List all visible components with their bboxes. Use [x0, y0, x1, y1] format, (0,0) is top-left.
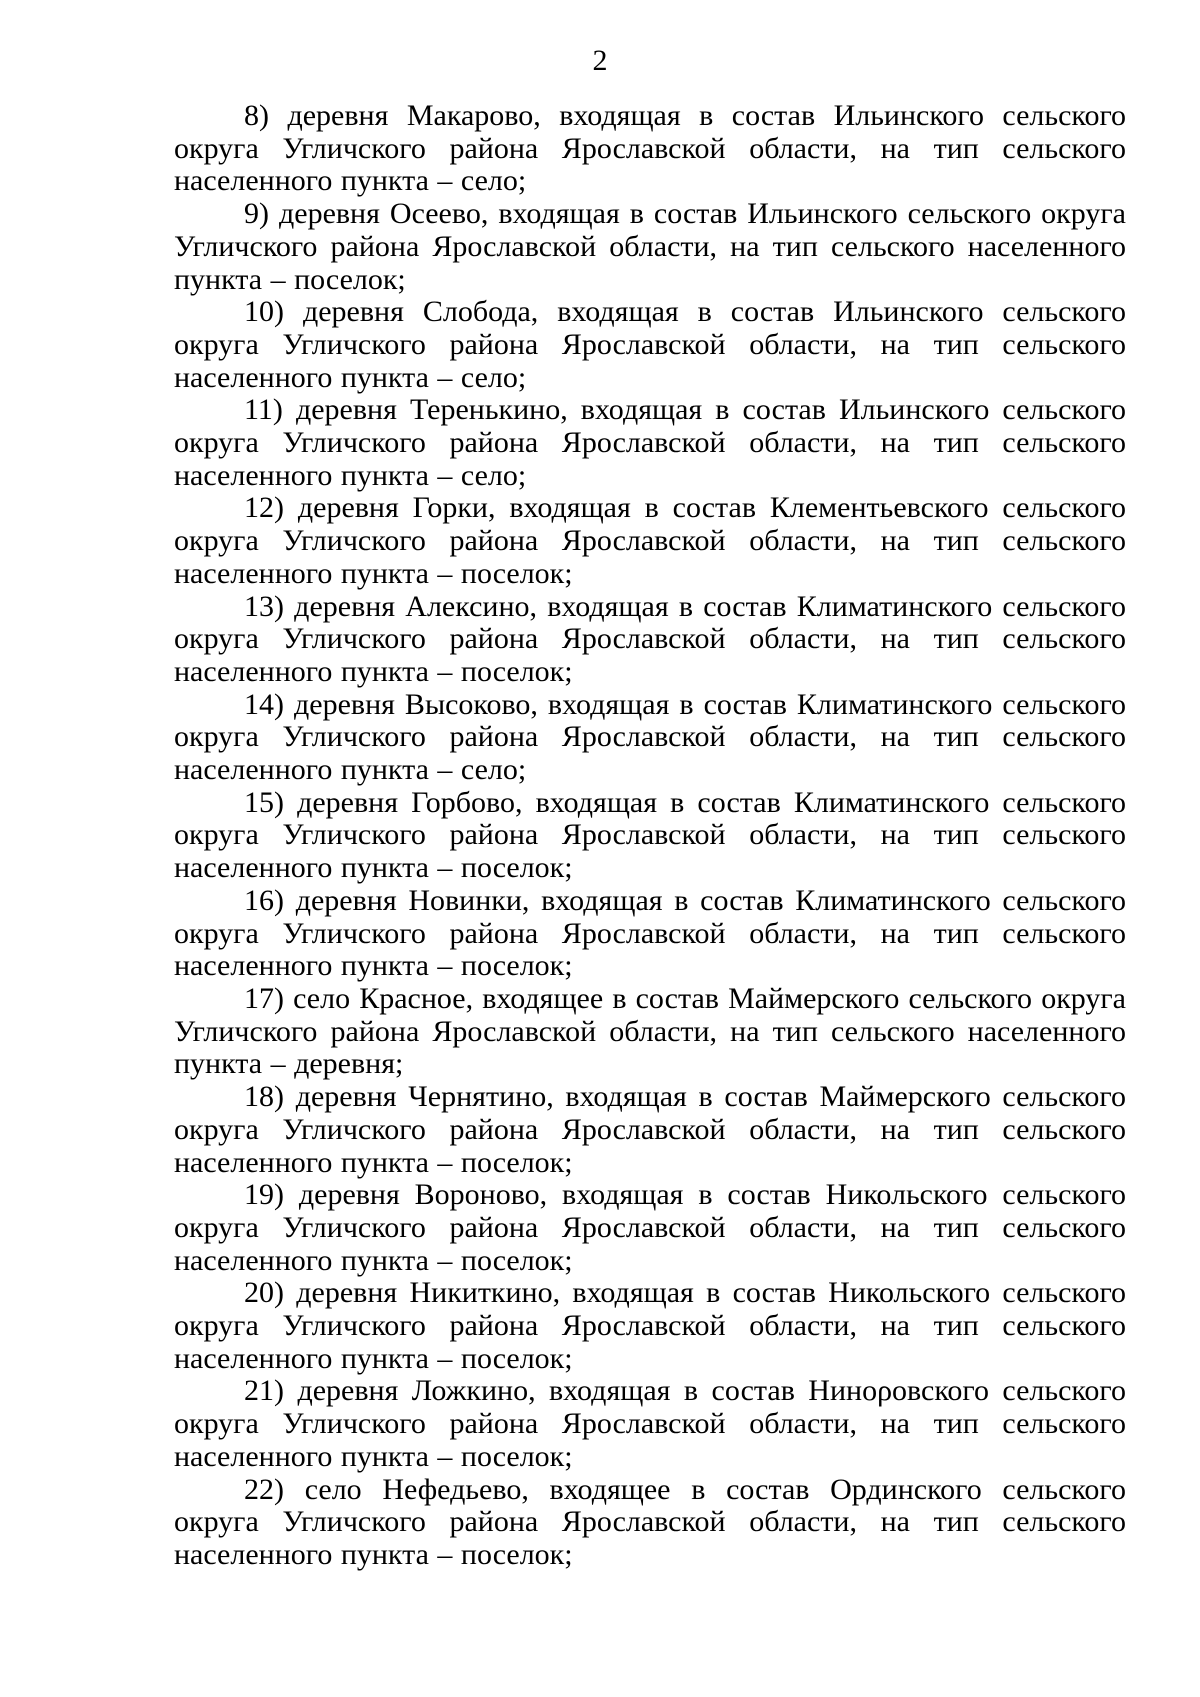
list-item: 17) село Красное, входящее в состав Маймерского сельского округа Угличского района Ярославской области, на тип сельского населенного пункта – деревня;	[174, 981, 1126, 1081]
list-item: 21) деревня Ложкино, входящая в состав Нинορовского сельского округа Угличского района Ярославской области, на тип сельского населенного пункта – поселок;	[174, 1374, 1126, 1473]
list-item: 10) деревня Слобода, входящая в состав Ильинского сельского округа Угличского района Ярославской области, на тип сельского населенного пункта – село;	[174, 295, 1126, 394]
list-item: 14) деревня Высоково, входящая в состав Климатинского сельского округа Угличского района Ярославской области, на тип сельского населенного пункта – село;	[174, 687, 1126, 787]
document-body	[174, 100, 1126, 1572]
list-item: 20) деревня Никиткино, входящая в состав Никольского сельского округа Угличского района Ярославской области, на тип сельского населенного пункта – поселок;	[174, 1276, 1126, 1375]
list-item: 9) деревня Осеево, входящая в состав Ильинского сельского округа Угличского района Ярославской области, на тип сельского населенного пункта – поселок;	[174, 197, 1126, 296]
list-item: 19) деревня Вороново, входящая в состав Никольского сельского округа Угличского района Ярославской области, на тип сельского населенного пункта – поселок;	[174, 1178, 1126, 1277]
list-item: 16) деревня Новинки, входящая в состав Климатинского сельского округа Угличского района Ярославской области, на тип сельского населенного пункта – поселок;	[174, 883, 1126, 983]
list-item: 18) деревня Чернятино, входящая в состав Маймерского сельского округа Угличского района Ярославской области, на тип сельского населенного пункта – поселок;	[174, 1080, 1126, 1179]
list-item: 13) деревня Алексино, входящая в состав Климатинского сельского округа Угличского района Ярославской области, на тип сельского населенного пункта – поселок;	[174, 589, 1126, 688]
list-item: 11) деревня Теренькино, входящая в состав Ильинского сельского округа Угличского района Ярославской области, на тип сельского населенного пункта – село;	[174, 393, 1126, 492]
list-item: 8) деревня Макарово, входящая в состав Ильинского сельского округа Угличского района Ярославской области, на тип сельского населенного пункта – село;	[174, 99, 1126, 198]
list-item: 22) село Нефедьево, входящее в состав Ординского сельского округа Угличского района Ярославской области, на тип сельского населенного пункта – поселок;	[174, 1472, 1126, 1571]
list-item: 12) деревня Горки, входящая в состав Клементьевского сельского округа Угличского района Ярославской области, на тип сельского населенного пункта – поселок;	[174, 491, 1126, 590]
list-item: 15) деревня Горбово, входящая в состав Климатинского сельского округа Угличского района Ярославской области, на тип сельского населенного пункта – поселок;	[174, 785, 1126, 885]
page-number: 2	[592, 44, 608, 77]
